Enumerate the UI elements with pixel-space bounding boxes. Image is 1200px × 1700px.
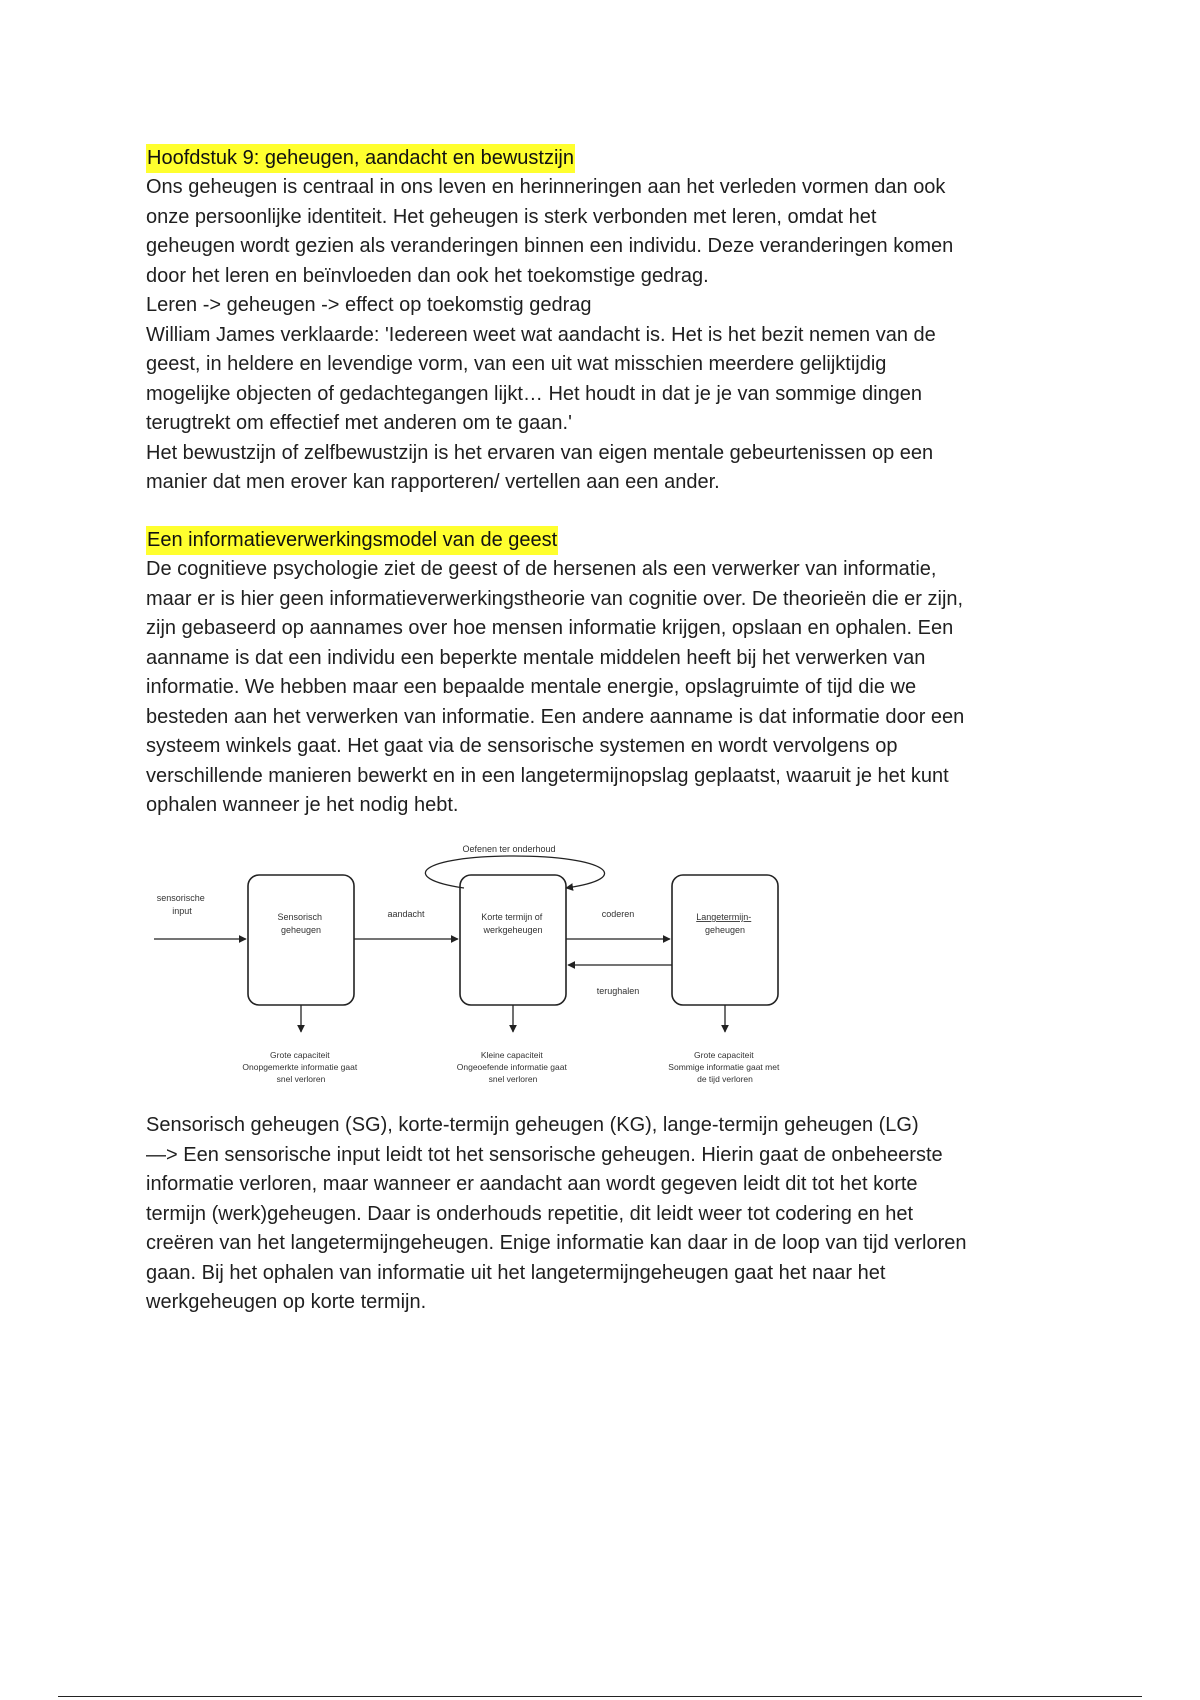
text-line: gaan. Bij het ophalen van informatie uit het langetermijngeheugen gaat het naar het bbox=[146, 1261, 886, 1284]
text-line: geheugen wordt gezien als veranderingen binnen een individu. Deze veranderingen komen bbox=[146, 235, 954, 257]
memory-model-diagram bbox=[146, 838, 806, 1098]
text-line: termijn (werk)geheugen. Daar is onderhouds repetitie, dit leidt weer tot codering en het bbox=[146, 1202, 914, 1225]
section-heading: Een informatieverwerkingsmodel van de geest bbox=[146, 526, 558, 555]
input-label: sensorische input bbox=[156, 893, 205, 916]
text-line: Leren -> geheugen -> effect op toekomstig gedrag bbox=[146, 294, 592, 316]
text-line: geest, in heldere en levendige vorm, van een uit wat misschien meerdere gelijktijdig bbox=[146, 353, 887, 375]
text-line: maar er is hier geen informatieverwerkingstheorie van cognitie over. De theorieën die er zijn, bbox=[146, 587, 964, 610]
encode-label: coderen bbox=[601, 909, 635, 919]
footer-divider bbox=[58, 1696, 1142, 1697]
text-line: systeem winkels gaat. Het gaat via de sensorische systemen en wordt vervolgens op bbox=[146, 735, 898, 757]
attention-label: aandacht bbox=[387, 909, 425, 919]
text-line: verschillende manieren bewerkt en in een langetermijnopslag geplaatst, waaruit je het kunt bbox=[146, 764, 949, 787]
text-line: —> Een sensorische input leidt tot het sensorische geheugen. Hierin gaat de onbeheerste bbox=[146, 1143, 943, 1166]
section-model bbox=[146, 526, 1066, 821]
text-line: mogelijke objecten of gedachtegangen lijkt… Het houdt in dat je je van sommige dingen bbox=[146, 382, 923, 405]
text-line: informatie. We hebben maar een bepaalde mentale energie, opslagruimte of tijd die we bbox=[146, 676, 917, 698]
working-memory-label: Korte termijn of werkgeheugen bbox=[481, 912, 543, 935]
sensory-memory-box bbox=[248, 875, 354, 1005]
longterm-memory-label: Langetermijn- geheugen bbox=[696, 912, 752, 935]
text-line: creëren van het langetermijngeheugen. Enige informatie kan daar in de loop van tijd verloren bbox=[146, 1232, 967, 1254]
working-memory-box bbox=[460, 875, 566, 1005]
text-line: werkgeheugen op korte termijn. bbox=[146, 1291, 427, 1313]
section-explanation bbox=[146, 1111, 1066, 1318]
text-line: aanname is dat een individu een beperkte mentale middelen heeft bij het verwerken van bbox=[146, 646, 926, 669]
text-line: De cognitieve psychologie ziet de geest of de hersenen als een verwerker van informatie, bbox=[146, 558, 937, 580]
sensory-memory-label: Sensorisch geheugen bbox=[277, 912, 323, 935]
text-line: terugtrekt om effectief met anderen om te gaan.' bbox=[146, 412, 572, 434]
text-line: informatie verloren, maar wanneer er aandacht aan wordt gegeven leidt dit tot het korte bbox=[146, 1173, 918, 1195]
text-line: besteden aan het verwerken van informatie. Een andere aanname is dat informatie door een bbox=[146, 705, 965, 728]
chapter-heading: Hoofdstuk 9: geheugen, aandacht en bewustzijn bbox=[146, 144, 575, 173]
text-line: zijn gebaseerd op aannames over hoe mensen informatie krijgen, opslaan en ophalen. Een bbox=[146, 617, 954, 639]
intro-paragraph bbox=[146, 173, 1066, 498]
text-line: manier dat men erover kan rapporteren/ vertellen aan een ander. bbox=[146, 471, 720, 493]
section-intro bbox=[146, 144, 1066, 498]
text-line: door het leren en beïnvloeden dan ook het toekomstige gedrag. bbox=[146, 264, 709, 287]
longterm-memory-note: Grote capaciteit Sommige informatie gaat met de tijd verloren bbox=[668, 1050, 780, 1084]
text-line: Ons geheugen is centraal in ons leven en herinneringen aan het verleden vormen dan ook bbox=[146, 176, 946, 198]
text-line: ophalen wanneer je het nodig hebt. bbox=[146, 794, 459, 816]
working-memory-note: Kleine capaciteit Ongeoefende informatie gaat snel verloren bbox=[456, 1050, 567, 1084]
sensory-memory-note: Grote capaciteit Onopgemerkte informatie gaat snel verloren bbox=[242, 1050, 358, 1084]
text-line: William James verklaarde: 'Iedereen weet wat aandacht is. Het is het bezit nemen van de bbox=[146, 323, 936, 346]
rehearsal-loop-label: Oefenen ter onderhoud bbox=[462, 844, 556, 854]
longterm-memory-box bbox=[672, 875, 778, 1005]
text-line: onze persoonlijke identiteit. Het geheugen is sterk verbonden met leren, omdat het bbox=[146, 205, 877, 228]
text-line: Sensorisch geheugen (SG), korte-termijn geheugen (KG), lange-termijn geheugen (LG) bbox=[146, 1114, 919, 1136]
retrieve-label: terughalen bbox=[596, 986, 640, 996]
text-line: Het bewustzijn of zelfbewustzijn is het ervaren van eigen mentale gebeurtenissen op een bbox=[146, 441, 934, 464]
model-paragraph bbox=[146, 555, 1066, 821]
